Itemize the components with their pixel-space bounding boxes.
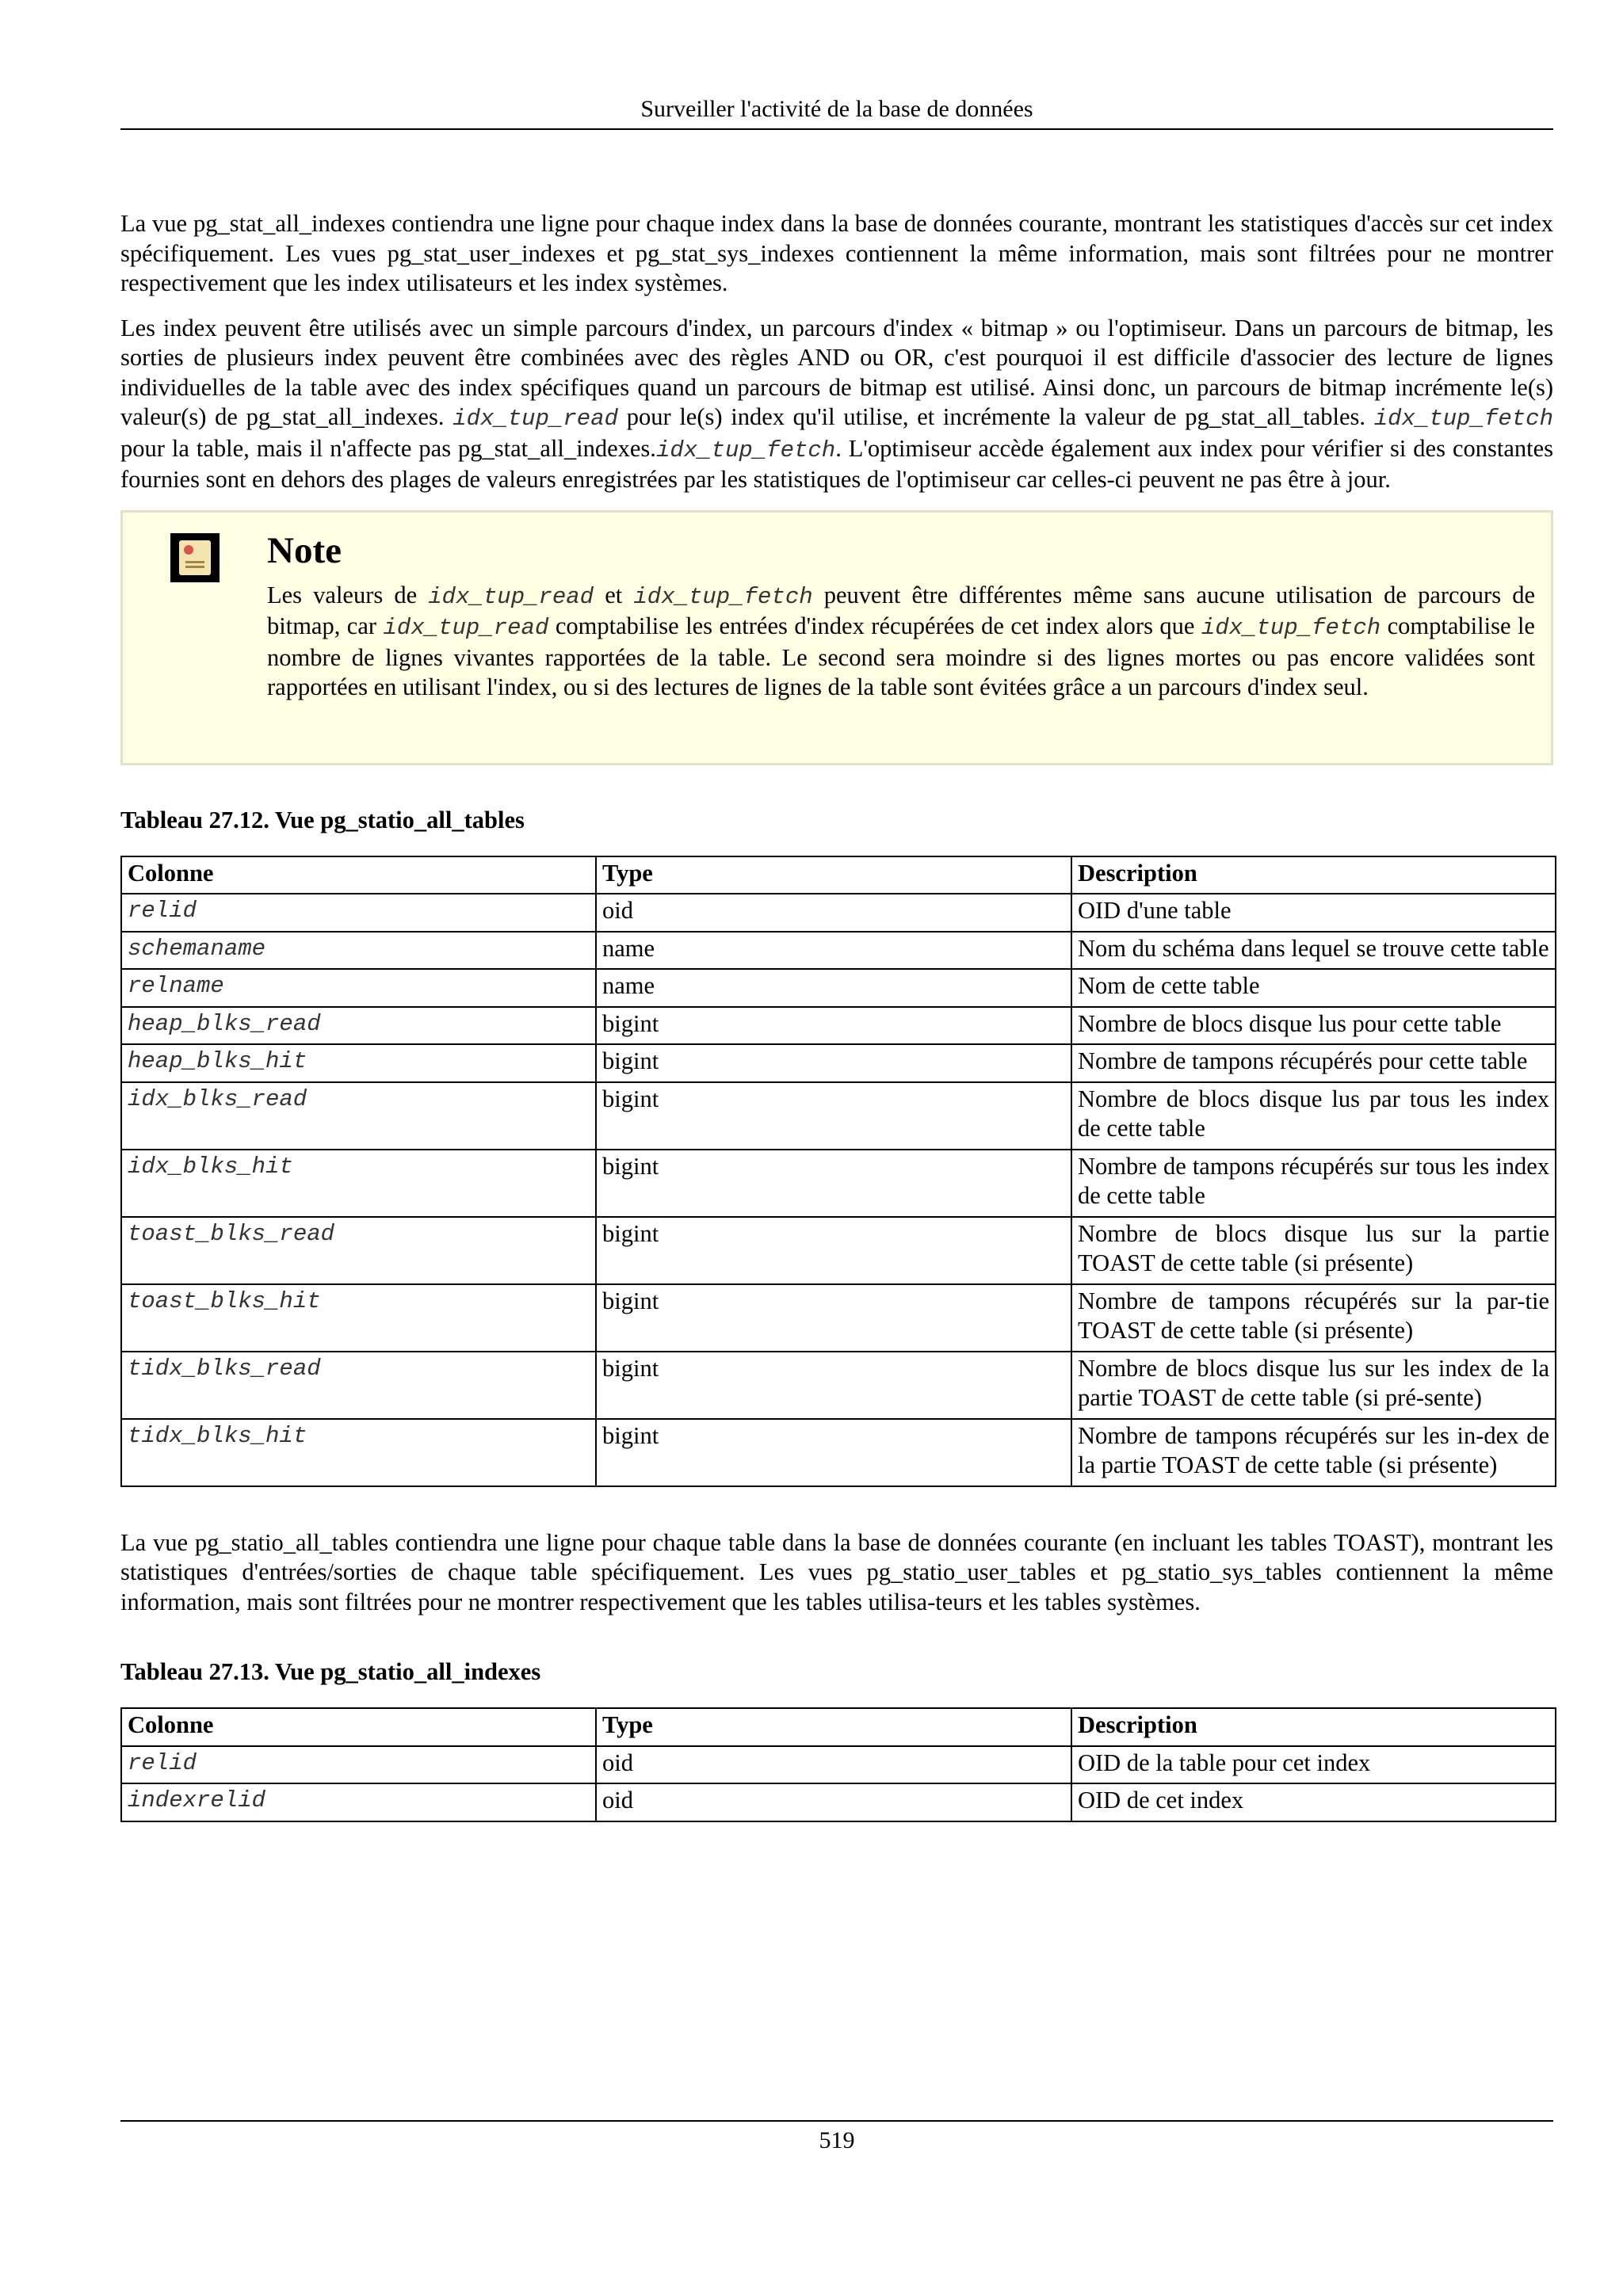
description-cell: Nombre de tampons récupérés sur les in-dex de la partie TOAST de cette table (si présente) — [1071, 1419, 1556, 1486]
table-row — [121, 969, 1556, 1007]
column-name-cell: toast_blks_read — [121, 1217, 596, 1284]
type-cell: bigint — [596, 1007, 1071, 1045]
description-cell: Nombre de tampons récupérés pour cette table — [1071, 1044, 1556, 1082]
page-number: 519 — [120, 2120, 1553, 2157]
column-name-cell: idx_blks_hit — [121, 1150, 596, 1217]
paragraph-pg-stat-all-indexes: La vue pg_stat_all_indexes contiendra une ligne pour chaque index dans la base de données courante, montrant les statistiques d'accès sur cet index spécifiquement. Les vues pg_stat_user_indexes et pg_stat_sys_indexes contiennent la même information, mais sont filtrées pour ne montrer respectivement que les index utilisateurs et les index systèmes. — [120, 210, 1553, 296]
table-body — [121, 1746, 1556, 1821]
page-body — [120, 209, 1553, 1822]
paragraph-index-usage — [120, 314, 1553, 495]
column-header: Type — [596, 856, 1071, 894]
code-idx-tup-fetch: idx_tup_fetch — [655, 437, 836, 463]
description-cell: Nombre de blocs disque lus pour cette table — [1071, 1007, 1556, 1045]
text-segment: pour la table, mais il n'affecte pas pg_stat_all_indexes. — [120, 434, 656, 462]
type-cell: bigint — [596, 1044, 1071, 1082]
code-idx-tup-read: idx_tup_read — [383, 615, 549, 641]
table-statio-all-indexes — [120, 1707, 1556, 1822]
text-segment: comptabilise les entrées d'index récupérées de cet index alors que — [548, 612, 1201, 639]
text-segment: Les valeurs de — [267, 581, 429, 608]
type-cell: oid — [596, 1746, 1071, 1784]
column-name-cell: relname — [121, 969, 596, 1007]
type-cell: bigint — [596, 1082, 1071, 1150]
description-cell: Nombre de tampons récupérés sur la par-tie TOAST de cette table (si présente) — [1071, 1284, 1556, 1352]
table-row — [121, 1746, 1556, 1784]
column-header: Description — [1071, 1708, 1556, 1746]
table-row — [121, 1783, 1556, 1821]
column-name-cell: toast_blks_hit — [121, 1284, 596, 1352]
type-cell: bigint — [596, 1419, 1071, 1486]
code-idx-tup-read: idx_tup_read — [453, 406, 619, 432]
column-name-cell: relid — [121, 894, 596, 932]
description-cell: OID d'une table — [1071, 894, 1556, 932]
code-idx-tup-fetch: idx_tup_fetch — [633, 583, 813, 610]
column-header: Colonne — [121, 1708, 596, 1746]
column-header: Description — [1071, 856, 1556, 894]
table-row — [121, 1419, 1556, 1486]
column-name-cell: indexrelid — [121, 1783, 596, 1821]
description-cell: Nombre de blocs disque lus par tous les index de cette table — [1071, 1082, 1556, 1150]
type-cell: bigint — [596, 1352, 1071, 1419]
description-cell: Nombre de blocs disque lus sur les index de la partie TOAST de cette table (si pré-sente) — [1071, 1352, 1556, 1419]
table-body — [121, 894, 1556, 1486]
description-cell: Nombre de tampons récupérés sur tous les index de cette table — [1071, 1150, 1556, 1217]
description-cell: Nombre de blocs disque lus sur la partie TOAST de cette table (si présente) — [1071, 1217, 1556, 1284]
text-segment: peuvent être différentes même sans aucune utilisation de parcours de bitmap, car — [267, 581, 1535, 639]
column-header: Type — [596, 1708, 1071, 1746]
text-segment: . L'optimiseur accède également aux index pour vérifier si des constantes fournies sont en dehors des plages de valeurs enregistrées par les statistiques de l'optimiseur car celles-ci peuvent ne pas être à jour. — [120, 434, 1553, 493]
type-cell: name — [596, 932, 1071, 970]
table-title-statio-all-tables: Tableau 27.12. Vue pg_statio_all_tables — [120, 806, 525, 833]
table-row — [121, 1352, 1556, 1419]
description-cell: Nom de cette table — [1071, 969, 1556, 1007]
paragraph-pg-statio-all-tables: La vue pg_statio_all_tables contiendra une ligne pour chaque table dans la base de données courante (en incluant les tables TOAST), montrant les statistiques d'entrées/sorties de chaque table spécifiquement. Les vues pg_statio_user_tables et pg_statio_sys_tables contiennent la même information, mais sont filtrées pour ne montrer respectivement que les tables utilisa-teurs et les tables systèmes. — [120, 1528, 1553, 1615]
description-cell: OID de la table pour cet index — [1071, 1746, 1556, 1784]
text-segment: comptabilise le nombre de lignes vivantes rapportées de la table. Le second sera moindre si des lignes mortes ou pas encore validées sont rapportées en utilisant l'index, ou si des lectures de lignes de la table sont évitées grâce a un parcours d'index seul. — [267, 612, 1535, 700]
column-name-cell: idx_blks_read — [121, 1082, 596, 1150]
type-cell: bigint — [596, 1217, 1071, 1284]
note-icon — [170, 533, 220, 582]
table-title-statio-all-indexes: Tableau 27.13. Vue pg_statio_all_indexes — [120, 1658, 541, 1685]
column-name-cell: heap_blks_read — [121, 1007, 596, 1045]
note-title: Note — [267, 529, 342, 571]
table-statio-all-tables — [120, 856, 1556, 1487]
column-name-cell: relid — [121, 1746, 596, 1784]
type-cell: name — [596, 969, 1071, 1007]
note-box — [120, 510, 1553, 765]
table-row — [121, 1150, 1556, 1217]
table-row — [121, 1044, 1556, 1082]
column-name-cell: schemaname — [121, 932, 596, 970]
table-row — [121, 1007, 1556, 1045]
type-cell: bigint — [596, 1150, 1071, 1217]
type-cell: bigint — [596, 1284, 1071, 1352]
description-cell: OID de cet index — [1071, 1783, 1556, 1821]
table-row — [121, 932, 1556, 970]
table-row — [121, 894, 1556, 932]
note-paper-icon — [179, 540, 211, 575]
text-segment: et — [594, 581, 634, 608]
code-idx-tup-fetch: idx_tup_fetch — [1373, 406, 1553, 432]
column-name-cell: heap_blks_hit — [121, 1044, 596, 1082]
description-cell: Nom du schéma dans lequel se trouve cette table — [1071, 932, 1556, 970]
note-text — [267, 581, 1535, 703]
table-row — [121, 1284, 1556, 1352]
running-header: Surveiller l'activité de la base de données — [120, 93, 1553, 130]
text-segment: Les index peuvent être utilisés avec un simple parcours d'index, un parcours d'index « bitmap » ou l'optimiseur. Dans un parcours de bitmap, les sorties de plusieurs index peuvent être combinées avec des règles AND ou OR, c'est pourquoi il est difficile d'associer des lecture de lignes individuelles de la table avec des index spécifiques quand un parcours de bitmap est utilisé. Ainsi donc, un parcours de bitmap incrémente le(s) valeur(s) de pg_stat_all_indexes. — [120, 314, 1553, 430]
text-segment: pour le(s) index qu'il utilise, et incrémente la valeur de pg_stat_all_tables. — [618, 403, 1374, 430]
column-header: Colonne — [121, 856, 596, 894]
table-row — [121, 1217, 1556, 1284]
column-name-cell: tidx_blks_hit — [121, 1419, 596, 1486]
code-idx-tup-fetch: idx_tup_fetch — [1201, 615, 1381, 641]
column-name-cell: tidx_blks_read — [121, 1352, 596, 1419]
type-cell: oid — [596, 1783, 1071, 1821]
table-header-row — [121, 1708, 1556, 1746]
type-cell: oid — [596, 894, 1071, 932]
table-row — [121, 1082, 1556, 1150]
code-idx-tup-read: idx_tup_read — [428, 583, 594, 610]
table-header-row — [121, 856, 1556, 894]
